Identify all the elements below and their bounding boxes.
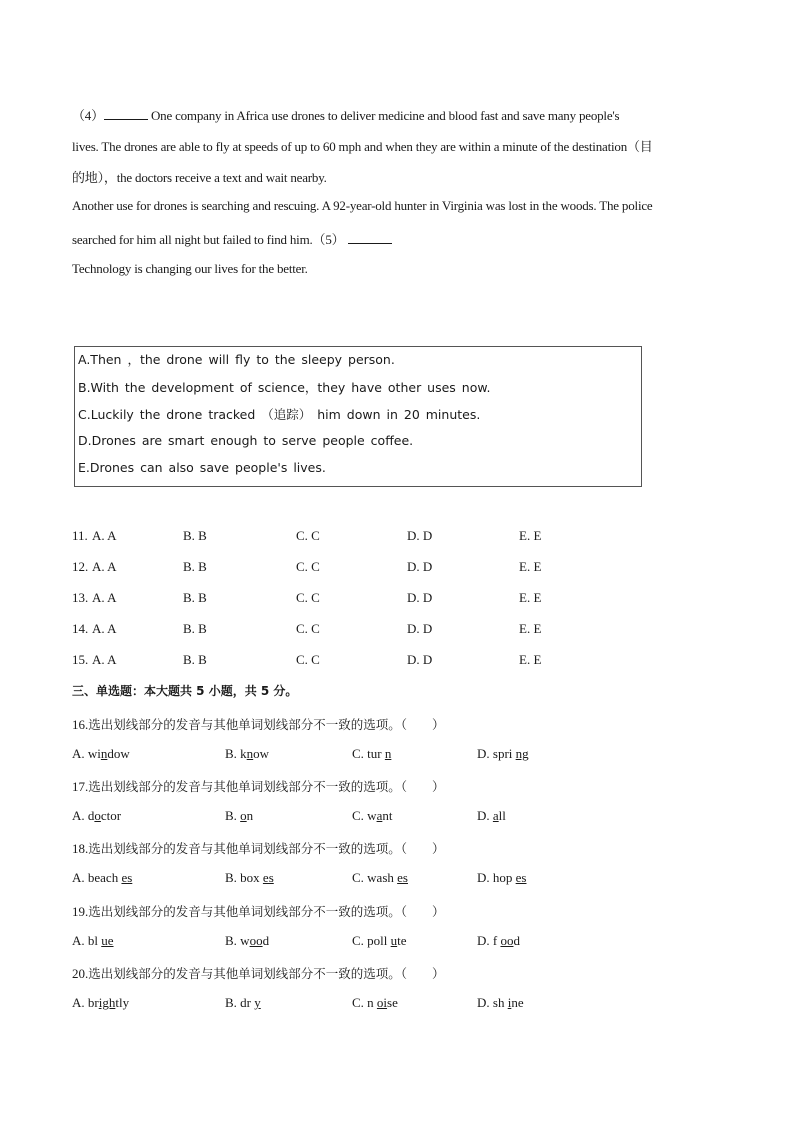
choice-option[interactable]: C. poll ute — [352, 933, 407, 948]
answer-row — [72, 528, 592, 546]
choice-row — [72, 746, 592, 764]
choice-option[interactable]: A. brightly — [72, 995, 130, 1010]
passage-line-2: lives. The drones are able to fly at speeds of up to 60 mph and when they are within a minute of the destination（目 — [72, 139, 653, 154]
passage-line-3: 的地），the doctors receive a text and wait nearby. — [72, 170, 327, 185]
question-number: 11. — [72, 528, 88, 543]
question-prompt — [72, 902, 445, 920]
choice-option[interactable]: A. doctor — [72, 808, 122, 823]
answer-choice-d[interactable]: D. D — [407, 652, 433, 667]
answer-choice-d[interactable]: D. D — [407, 559, 433, 574]
underlined-part: n — [384, 746, 392, 761]
answer-choice-e[interactable]: E. E — [519, 528, 542, 543]
option-e: E.Drones can also save people's lives. — [78, 460, 326, 475]
underlined-part: a — [492, 808, 499, 823]
option-a: A.Then ，the drone will fly to the sleepy person. — [78, 352, 395, 367]
choice-option[interactable]: B. know — [225, 746, 270, 761]
choice-option[interactable]: C. want — [352, 808, 393, 823]
answer-choice-b[interactable]: B. B — [183, 528, 207, 543]
underlined-part: u — [390, 933, 398, 948]
answer-choice-c[interactable]: C. C — [296, 590, 320, 605]
underlined-part: es — [515, 870, 527, 885]
answer-row — [72, 559, 592, 577]
question-prompt — [72, 715, 445, 733]
question-number: 13. — [72, 590, 89, 605]
question-text: 选出划线部分的发音与其他单词划线部分不一致的选项。（ ） — [88, 717, 445, 732]
answer-choice-a[interactable]: A. A — [92, 528, 117, 543]
answer-choice-c[interactable]: C. C — [296, 559, 320, 574]
question-number: 16. — [72, 717, 89, 732]
underlined-part: y — [254, 995, 261, 1010]
underlined-part: o — [94, 808, 101, 823]
choice-option[interactable]: C. n oise — [352, 995, 398, 1010]
underlined-part: n — [100, 746, 108, 761]
answer-blank-5 — [348, 233, 392, 244]
answer-choice-b[interactable]: B. B — [183, 621, 207, 636]
answer-choice-e[interactable]: E. E — [519, 621, 542, 636]
answer-row — [72, 590, 592, 608]
choice-option[interactable]: D. all — [477, 808, 506, 823]
answer-choice-e[interactable]: E. E — [519, 559, 542, 574]
underlined-part: n — [246, 746, 254, 761]
question-number: 15. — [72, 652, 89, 667]
choice-option[interactable]: D. f ood — [477, 933, 520, 948]
choice-option[interactable]: A. window — [72, 746, 130, 761]
underlined-part: ue — [101, 933, 114, 948]
underlined-part: a — [376, 808, 383, 823]
question-number: 20. — [72, 966, 89, 981]
underlined-part: i — [507, 995, 512, 1010]
answer-choice-a[interactable]: A. A — [92, 590, 117, 605]
choice-option[interactable]: B. dr y — [225, 995, 261, 1010]
passage-line-4: Another use for drones is searching and rescuing. A 92-year-old hunter in Virginia was lost in the woods. The police — [72, 198, 653, 213]
question-prompt — [72, 964, 445, 982]
answer-choice-e[interactable]: E. E — [519, 652, 542, 667]
underlined-part: o — [240, 808, 247, 823]
answer-choice-d[interactable]: D. D — [407, 621, 433, 636]
question-number: 18. — [72, 841, 89, 856]
question-text: 选出划线部分的发音与其他单词划线部分不一致的选项。（ ） — [88, 904, 445, 919]
question-prompt — [72, 777, 445, 795]
choice-option[interactable]: A. bl ue — [72, 933, 114, 948]
paren-label-4: （4） — [72, 108, 104, 123]
question-number: 12. — [72, 559, 89, 574]
question-prompt — [72, 839, 445, 857]
answer-choice-e[interactable]: E. E — [519, 590, 542, 605]
answer-choice-d[interactable]: D. D — [407, 528, 433, 543]
answer-choice-a[interactable]: A. A — [92, 621, 117, 636]
choice-row — [72, 933, 592, 951]
option-d: D.Drones are smart enough to serve people coffee. — [78, 433, 414, 448]
passage-line-5: searched for him all night but failed to find him.（5） — [72, 229, 392, 248]
underlined-part: es — [262, 870, 274, 885]
section-3-title: 三、单选题：本大题共 5 小题，共 5 分。 — [72, 684, 298, 698]
choice-option[interactable]: D. spri ng — [477, 746, 529, 761]
choice-option[interactable]: B. on — [225, 808, 254, 823]
underlined-part: es — [397, 870, 408, 885]
choice-row — [72, 995, 592, 1013]
underlined-part: oi — [376, 995, 388, 1010]
choice-option[interactable]: B. wood — [225, 933, 270, 948]
question-text: 选出划线部分的发音与其他单词划线部分不一致的选项。（ ） — [88, 966, 445, 981]
answer-choice-c[interactable]: C. C — [296, 621, 320, 636]
underlined-part: es — [121, 870, 133, 885]
answer-choice-a[interactable]: A. A — [92, 652, 117, 667]
question-text: 选出划线部分的发音与其他单词划线部分不一致的选项。（ ） — [88, 779, 445, 794]
choice-option[interactable]: A. beach es — [72, 870, 133, 885]
choice-row — [72, 870, 592, 888]
choice-option[interactable]: C. wash es — [352, 870, 408, 885]
answer-choice-b[interactable]: B. B — [183, 652, 207, 667]
answer-choice-d[interactable]: D. D — [407, 590, 433, 605]
question-number: 14. — [72, 621, 89, 636]
answer-row — [72, 652, 592, 670]
answer-blank-4 — [104, 109, 148, 120]
question-number: 19. — [72, 904, 89, 919]
underlined-part: ng — [515, 746, 529, 761]
answer-choice-a[interactable]: A. A — [92, 559, 117, 574]
options-box — [74, 346, 642, 487]
answer-choice-b[interactable]: B. B — [183, 559, 207, 574]
underlined-part: oo — [249, 933, 263, 948]
choice-option[interactable]: D. sh ine — [477, 995, 524, 1010]
answer-choice-c[interactable]: C. C — [296, 652, 320, 667]
choice-option[interactable]: D. hop es — [477, 870, 527, 885]
option-b: B.With the development of science，they have other uses now. — [78, 380, 491, 395]
option-c: C.Luckily the drone tracked （追踪） him down in 20 minutes. — [78, 407, 481, 422]
underlined-part: oo — [500, 933, 514, 948]
passage-line-6: Technology is changing our lives for the better. — [72, 261, 308, 276]
question-number: 17. — [72, 779, 89, 794]
question-text: 选出划线部分的发音与其他单词划线部分不一致的选项。（ ） — [88, 841, 445, 856]
answer-choice-c[interactable]: C. C — [296, 528, 320, 543]
answer-row — [72, 621, 592, 639]
choice-option[interactable]: C. tur n — [352, 746, 392, 761]
answer-choice-b[interactable]: B. B — [183, 590, 207, 605]
choice-option[interactable]: B. box es — [225, 870, 274, 885]
underlined-part: igh — [98, 995, 116, 1010]
choice-row — [72, 808, 592, 826]
passage-line-1: （4） One company in Africa use drones to deliver medicine and blood fast and save many people's — [72, 108, 620, 123]
